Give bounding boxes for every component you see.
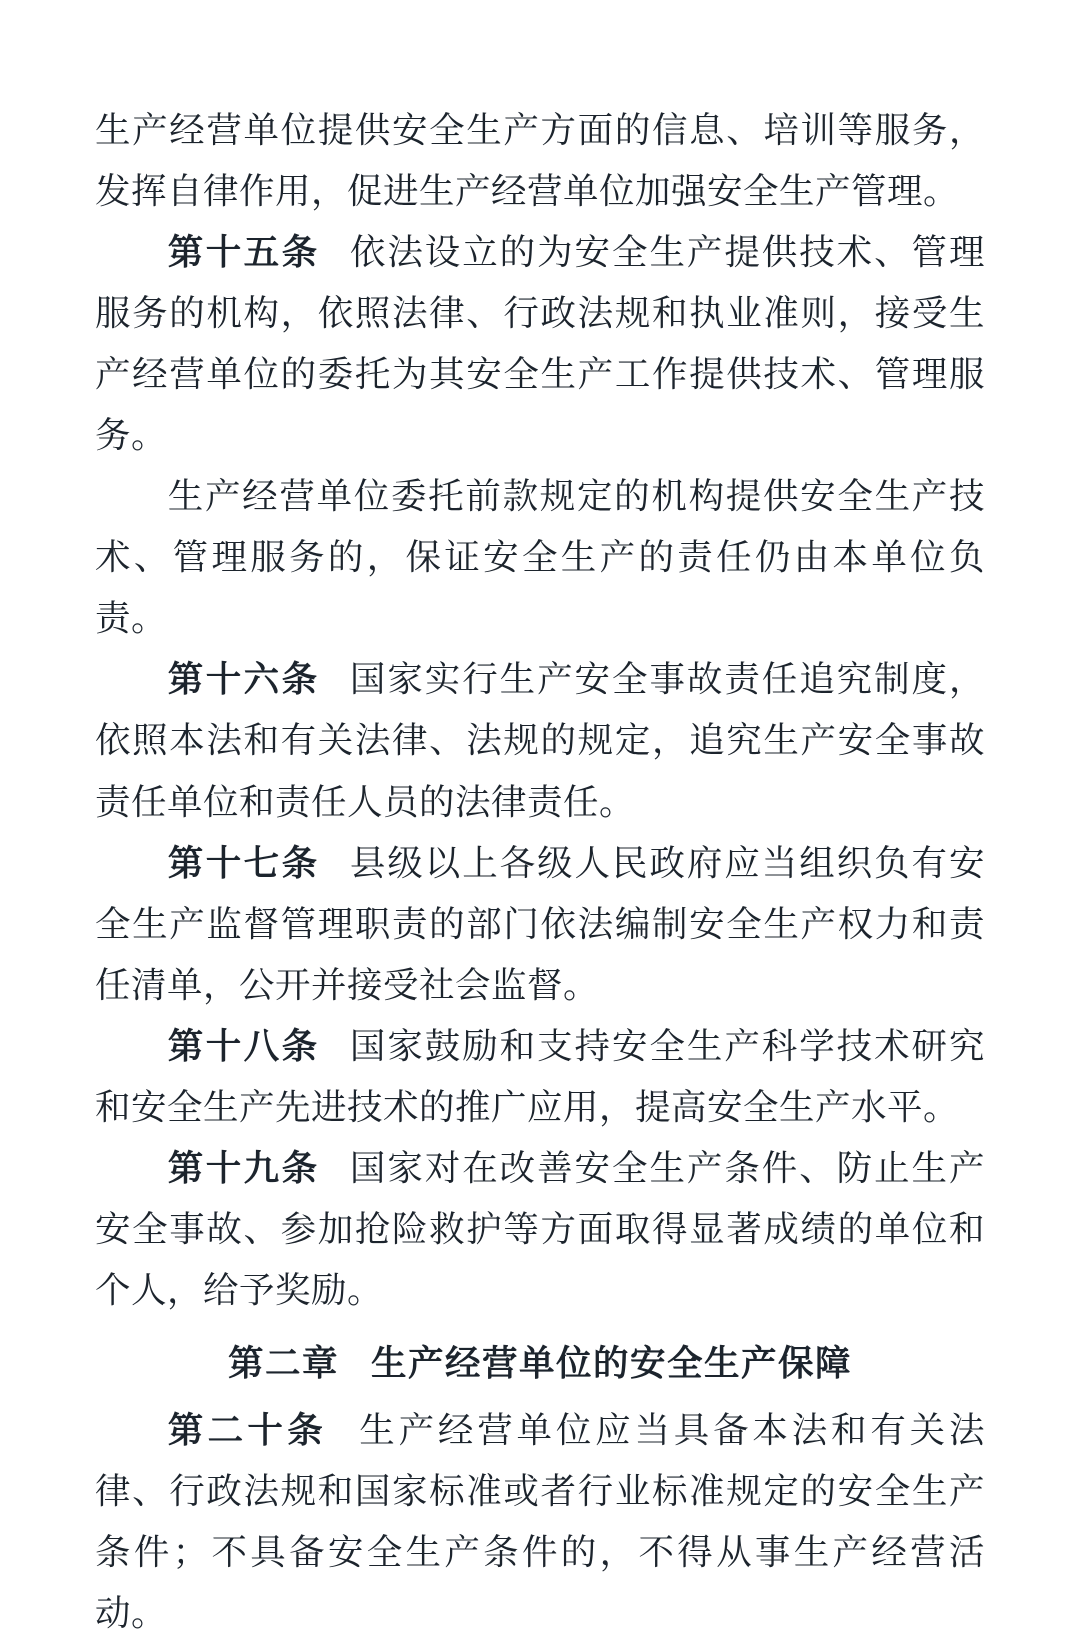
article-label: 第十五条 (167, 232, 320, 273)
paragraph-continuation (95, 100, 985, 222)
article-text: 国家对在改善安全生产条件、防止生产安全事故、参加抢险救护等方面取得显著成绩的单位和个人，给予奖励。 (95, 1147, 985, 1310)
paragraph-text: 生产经营单位委托前款规定的机构提供安全生产技术、管理服务的，保证安全生产的责任仍由本单位负责。 (95, 476, 985, 639)
article-text: 生产经营单位应当具备本法和有关法律、行政法规和国家标准或者行业标准规定的安全生产条件；不具备安全生产条件的，不得从事生产经营活动。 (95, 1409, 985, 1634)
chapter-heading (95, 1333, 985, 1394)
article-text: 县级以上各级人民政府应当组织负有安全生产监督管理职责的部门依法编制安全生产权力和责任清单，公开并接受社会监督。 (95, 842, 985, 1005)
article-label: 第十六条 (167, 659, 320, 700)
article-text: 国家鼓励和支持安全生产科学技术研究和安全生产先进技术的推广应用，提高安全生产水平。 (95, 1025, 985, 1127)
article-nineteen (95, 1138, 985, 1321)
article-sixteen (95, 649, 985, 832)
article-twenty (95, 1400, 985, 1644)
article-text: 国家实行生产安全事故责任追究制度，依照本法和有关法律、法规的规定，追究生产安全事故责任单位和责任人员的法律责任。 (95, 659, 985, 822)
article-label: 第十九条 (167, 1147, 320, 1188)
article-fifteen-paragraph-two (95, 466, 985, 649)
paragraph-text: 生产经营单位提供安全生产方面的信息、培训等服务，发挥自律作用，促进生产经营单位加强安全生产管理。 (95, 110, 985, 212)
chapter-number: 第二章 (228, 1342, 340, 1383)
chapter-title-text: 生产经营单位的安全生产保障 (370, 1342, 852, 1383)
article-fifteen (95, 222, 985, 466)
document-body (95, 100, 985, 1644)
article-label: 第十七条 (167, 842, 320, 883)
article-eighteen (95, 1016, 985, 1138)
article-label: 第十八条 (167, 1025, 320, 1066)
article-text: 依法设立的为安全生产提供技术、管理服务的机构，依照法律、行政法规和执业准则，接受生产经营单位的委托为其安全生产工作提供技术、管理服务。 (95, 232, 985, 456)
article-label: 第二十条 (167, 1409, 328, 1450)
article-seventeen (95, 833, 985, 1016)
